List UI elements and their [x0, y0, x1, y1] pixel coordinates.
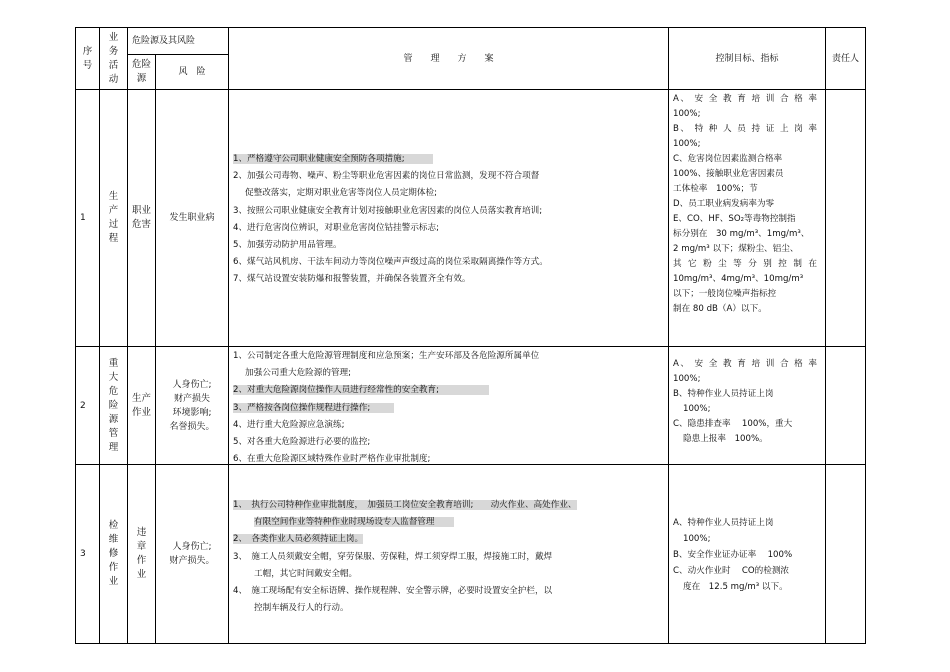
plan-line: 5、对各重大危险源进行必要的监控; — [233, 437, 371, 448]
target-line: 2 mg/m³ 以下；煤粉尘、铝尘、 — [673, 244, 799, 254]
plan-line: 4、进行重大危险源应急演练; — [233, 419, 345, 430]
row3-owner — [826, 465, 865, 643]
header-activity: 业 务 活 动 — [108, 31, 119, 85]
plan-line: 3、 施工人员须戴安全帽，穿劳保服、劳保鞋，焊工须穿焊工服，焊接施工时，戴焊 — [233, 551, 553, 562]
row1-hazard-source: 职业 危害 — [131, 205, 151, 230]
target-line: A、特种作业人员持证上岗 — [673, 518, 774, 528]
target-line: 100%; — [673, 109, 701, 119]
row1-activity: 生 产 过 程 — [108, 191, 119, 244]
row1-target — [673, 92, 817, 317]
target-line: 10mg/m³、4mg/m³、10mg/m³ — [673, 274, 804, 284]
header-plan: 管 理 方 案 — [403, 53, 494, 64]
plan-line: 2、 各类作业人员必须持证上岗。 — [233, 534, 364, 545]
row1-risk: 发生职业病 — [169, 213, 215, 223]
header-seq: 序 号 — [82, 45, 93, 71]
plan-line: 有限空间作业等特种作业时现场设专人监督管理 — [254, 517, 454, 527]
row3-risk: 人身伤亡; 财产损失。 — [169, 542, 215, 566]
target-line: 100%; — [683, 404, 711, 414]
target-line: 工体检率 100%；节 — [673, 184, 758, 194]
header-risk: 风 险 — [178, 67, 206, 77]
row3-hazard-source: 违 章 作 业 — [136, 527, 147, 580]
target-line: 100%、接触职业危害因素员 — [673, 169, 784, 179]
plan-line: 2、对重大危险源岗位操作人员进行经常性的安全教育; — [233, 385, 489, 395]
target-line: B、特种作业人员持证上岗 — [673, 389, 774, 399]
row2-seq: 2 — [80, 400, 86, 411]
plan-line: 1、严格遵守公司职业健康安全预防各项措施; — [233, 154, 433, 164]
target-line: C、隐患排查率 100%，重大 — [673, 419, 793, 429]
target-line: C、危害岗位因素监测合格率 — [673, 154, 783, 164]
target-line: 其 它 粉 尘 等 分 别 控 制 在 — [673, 259, 817, 269]
plan-line: 5、加强劳动防护用品管理。 — [233, 240, 342, 251]
header-target: 控制目标、指标 — [715, 53, 779, 64]
plan-line: 工帽，其它时间戴安全帽。 — [254, 568, 358, 579]
row2-risk: 人身伤亡; 财产损失 环境影响; 名誉损失。 — [169, 379, 215, 432]
target-line: C、动火作业时 CO的检测浓 — [673, 566, 790, 576]
row1-seq: 1 — [80, 213, 86, 223]
plan-line: 1、公司制定各重大危险源管理制度和应急预案；生产安环部及各危险源所属单位 — [233, 351, 540, 361]
target-line: 100%; — [683, 534, 711, 544]
target-line: B、 特 种 人 员 持 证 上 岗 率 — [673, 124, 817, 134]
row1-owner — [826, 90, 865, 346]
target-line: 100%; — [673, 139, 701, 149]
row3-seq: 3 — [80, 549, 86, 559]
target-line: D、员工职业病发病率为零 — [673, 199, 775, 209]
target-line: 隐患上报率 100%。 — [683, 434, 768, 444]
target-line: A、 安 全 教 育 培 训 合 格 率 — [673, 94, 817, 104]
target-line: A、 安 全 教 育 培 训 合 格 率 — [673, 359, 817, 369]
plan-line: 7、煤气站设置安装防爆和报警装置，并确保各装置齐全有效。 — [233, 274, 471, 285]
row3-activity: 检 维 修 作 业 — [108, 520, 119, 587]
row3-target — [673, 515, 792, 595]
target-line: 以下；一般岗位噪声指标控 — [673, 289, 777, 299]
target-line: 100%; — [673, 374, 701, 384]
plan-line: 6、煤气站风机房、干法车间动力等岗位噪声声级过高的岗位采取隔离操作等方式。 — [233, 257, 548, 268]
header-hazard-group: 危险源及其风险 — [132, 36, 196, 46]
plan-line: 3、严格按各岗位操作规程进行操作; — [233, 403, 394, 413]
plan-line: 促整改落实，定期对职业危害等岗位人员定期体检; — [245, 188, 437, 199]
plan-line: 4、进行危害岗位辨识，对职业危害岗位钴挂警示标志; — [233, 222, 440, 233]
header-owner: 责任人 — [831, 53, 859, 64]
plan-line: 4、 施工现场配有安全标语牌、操作规程牌、安全警示牌，必要时设置安全护栏，以 — [233, 586, 553, 597]
plan-line: 3、按照公司职业健康安全教育计划对接触职业危害因素的岗位人员落实教育培训; — [233, 205, 543, 216]
plan-line: 1、 执行公司特种作业审批制度， 加强员工岗位安全教育培训; 动火作业、高处作业、 — [233, 500, 577, 510]
plan-line: 6、在重大危险源区域特殊作业时严格作业审批制度; — [233, 454, 431, 465]
plan-line: 控制车辆及行人的行动。 — [254, 603, 349, 614]
target-line: 度在 12.5 mg/m³ 以下。 — [683, 582, 788, 592]
plan-line: 加强公司重大危险源的管理; — [245, 368, 352, 379]
management-table — [75, 27, 866, 644]
row2-owner — [826, 347, 865, 464]
target-line: B、安全作业证办证率 100% — [673, 550, 793, 560]
header-hazard-source: 危险 源 — [131, 59, 151, 84]
plan-line: 2、加强公司毒物、噪声、粉尘等职业危害因素的岗位日常监测，发现不符合项督 — [233, 171, 540, 182]
row1-plan — [233, 151, 548, 289]
row2-target — [673, 357, 817, 447]
row3-plan — [233, 497, 577, 617]
row2-activity: 重 大 危 险 源 管 理 — [108, 357, 119, 453]
target-line: E、CO、HF、SO₂等毒物控制指 — [673, 214, 796, 224]
row2-plan — [233, 348, 539, 468]
row2-hazard-source: 生产 作业 — [131, 392, 151, 418]
target-line: 制在 80 dB（A）以下。 — [673, 304, 767, 314]
target-line: 标分别在 30 mg/m³、1mg/m³、 — [673, 229, 810, 239]
